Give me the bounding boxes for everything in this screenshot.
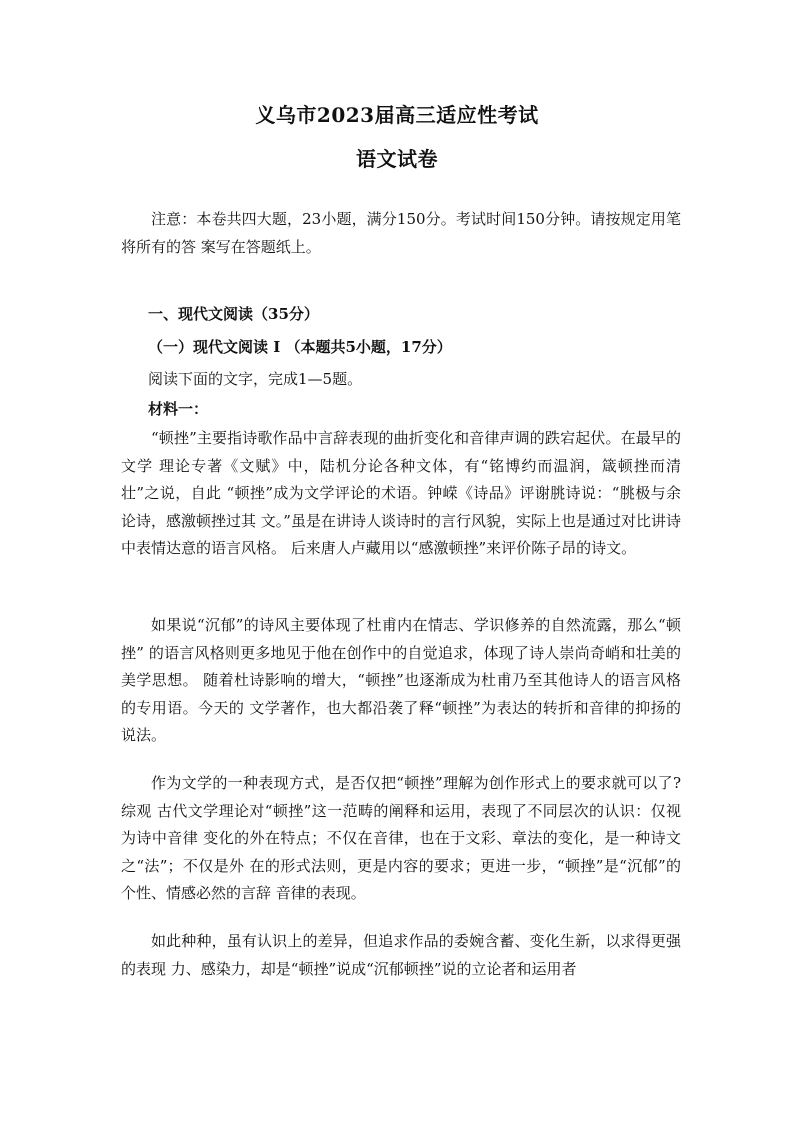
exam-title: 义乌市2023届高三适应性考试 [255, 103, 539, 127]
material-label: 材料一： [148, 400, 209, 418]
paragraph-2: 如果说“沉郁”的诗风主要体现了杜甫内在情志、学识修养的自然流露，那么“顿挫” 的语言风格则更多地见于他在创作中的自觉追求，体现了诗人崇尚奇峭和壮美的美学思想。 随着杜诗影响的增大，“顿挫”也逐渐成为杜甫乃至其他诗人的语言风格的专用语。今天的 文学著作，也大都沿袭了释“顿挫”为表达的转折和音律的抑扬的说法。 [121, 616, 681, 744]
paragraph-4: 如此种种，虽有认识上的差异，但追求作品的委婉含蓄、变化生新，以求得更强的表现 力、感染力，却是“顿挫”说成“沉郁顿挫”说的立论者和运用者 [121, 932, 681, 978]
reading-instruction: 阅读下面的文字，完成1—5题。 [148, 370, 363, 388]
subsection-heading: （一）现代文阅读 I （本题共5小题，17分） [148, 338, 452, 356]
exam-note: 注意：本卷共四大题，23小题，满分150分。考试时间150分钟。请按规定用笔将所有的答 案写在答题纸上。 [121, 210, 681, 256]
section-heading: 一、现代文阅读（35分） [148, 305, 319, 323]
paragraph-1: “顿挫”主要指诗歌作品中言辞表现的曲折变化和音律声调的跌宕起伏。在最早的文学 理论专著《文赋》中，陆机分论各种文体，有“铭博约而温润，箴顿挫而清壮”之说，自此 “顿挫”成为文学评论的术语。钟嵘《诗品》评谢朓诗说：“朓极与余论诗，感激顿挫过其 文。”虽是在讲诗人谈诗时的言行风貌，实际上也是通过对比讲诗中表情达意的语言风格。 后来唐人卢藏用以“感激顿挫”来评价陈子昂的诗文。 [121, 429, 681, 557]
exam-subtitle: 语文试卷 [356, 147, 438, 171]
paragraph-3: 作为文学的一种表现方式，是否仅把“顿挫”理解为创作形式上的要求就可以了?综观 古代文学理论对“顿挫”这一范畴的阐释和运用，表现了不同层次的认识：仅视为诗中音律 变化的外在特点；不仅在音律，也在于文彩、章法的变化，是一种诗文之“法”；不仅是外 在的形式法则，更是内容的要求；更进一步，“顿挫”是“沉郁”的个性、情感必然的言辞 音律的表现。 [121, 774, 681, 902]
